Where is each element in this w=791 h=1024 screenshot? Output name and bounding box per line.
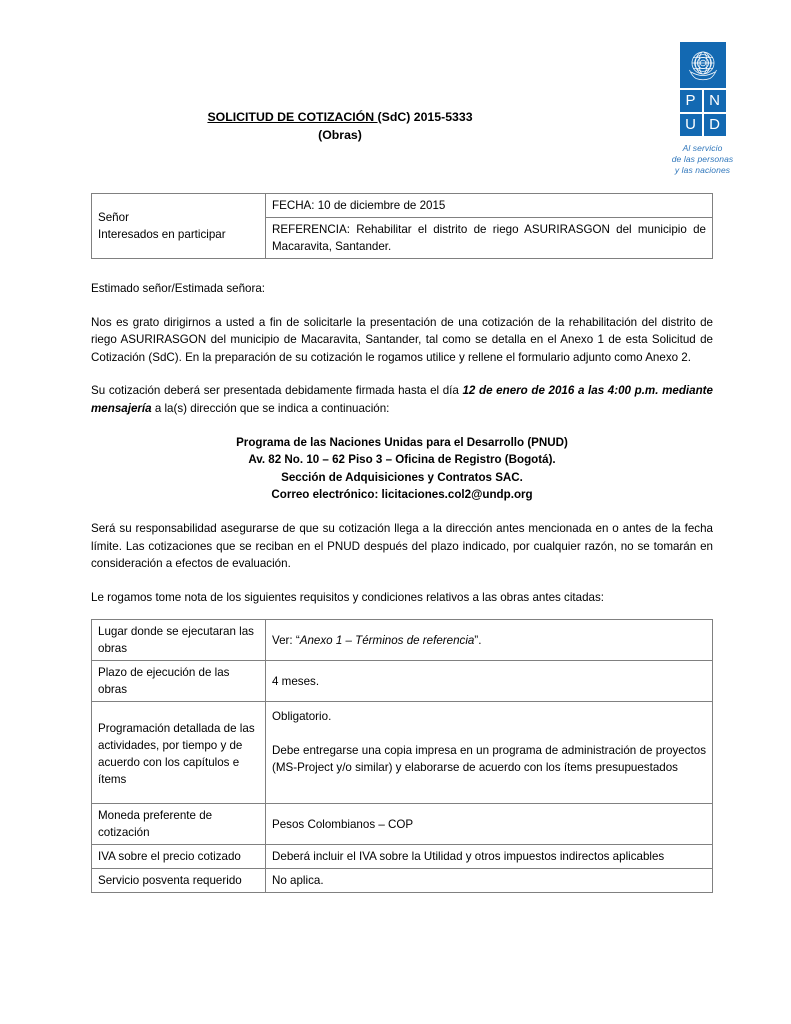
logo-tagline-line-2: de las personas bbox=[671, 154, 734, 164]
logo-tagline-line-1: Al servicio bbox=[682, 143, 723, 153]
requirement-label-vat: IVA sobre el precio cotizado bbox=[92, 845, 266, 869]
table-row bbox=[92, 620, 713, 661]
logo-letter-grid bbox=[680, 90, 726, 136]
paragraph-intro: Nos es grato dirigirnos a usted a fin de solicitarle la presentación de una cotización de la rehabilitación del distrito de riego ASURIRASGON del municipio de Macaravita, Santander, tal como se detalla en el Anexo 1 de esta Solicitud de Cotización (SdC). En la preparación de su cotización le rogamos utilice y rellene el formulario adjunto como Anexo 2. bbox=[91, 315, 713, 364]
requirement-value-aftersales: No aplica. bbox=[266, 869, 713, 893]
logo-letter-n: N bbox=[704, 90, 726, 112]
deadline-text-pre: Su cotización deberá ser presentada debidamente firmada hasta el día bbox=[91, 384, 463, 398]
salutation: Estimado señor/Estimada señora: bbox=[91, 282, 265, 295]
paragraph-requirements-intro: Le rogamos tome nota de los siguientes requisitos y condiciones relativos a las obras antes citadas: bbox=[91, 590, 604, 604]
address-line-3: Sección de Adquisiciones y Contratos SAC. bbox=[281, 470, 523, 484]
value-pre: Ver: “ bbox=[272, 633, 300, 647]
table-row bbox=[92, 804, 713, 845]
document-title-line-2: (Obras) bbox=[318, 128, 362, 142]
requirements-table bbox=[91, 619, 713, 893]
requirement-label-schedule: Programación detallada de las actividades, por tiempo y de acuerdo con los capítulos e ítems bbox=[92, 702, 266, 804]
paragraph-responsibility: Será su responsabilidad asegurarse de que su cotización llega a la dirección antes mencionada en o antes de la fecha límite. Las cotizaciones que se reciban en el PNUD después del plazo indicado, por cualquier razón, no se tomarán en consideración a efectos de evaluación. bbox=[91, 521, 713, 571]
document-title-line-1 bbox=[0, 108, 680, 126]
requirement-label-location: Lugar donde se ejecutaran las obras bbox=[92, 620, 266, 661]
requirement-label-aftersales: Servicio posventa requerido bbox=[92, 869, 266, 893]
requirement-value-currency: Pesos Colombianos – COP bbox=[266, 804, 713, 845]
document-title-number: (SdC) 2015-5333 bbox=[377, 110, 473, 124]
un-emblem-icon bbox=[680, 42, 726, 88]
logo-letter-p: P bbox=[680, 90, 702, 112]
logo-letter-d: D bbox=[704, 114, 726, 136]
recipient-cell bbox=[92, 194, 266, 259]
schedule-value-line-2: Debe entregarse una copia impresa en un programa de administración de proyectos (MS-Project y/o similar) y elaborarse de acuerdo con los ítems presupuestados bbox=[272, 744, 706, 775]
logo-letter-u: U bbox=[680, 114, 702, 136]
table-row bbox=[92, 661, 713, 702]
document-title bbox=[0, 108, 680, 144]
value-post: ”. bbox=[474, 633, 482, 647]
table-row bbox=[92, 869, 713, 893]
document-title-underlined: SOLICITUD DE COTIZACIÓN bbox=[207, 110, 378, 124]
requirement-value-vat: Deberá incluir el IVA sobre la Utilidad y otros impuestos indirectos aplicables bbox=[266, 845, 713, 869]
address-email-line[interactable]: Correo electrónico: licitaciones.col2@undp.org bbox=[271, 488, 533, 502]
table-row bbox=[92, 845, 713, 869]
logo-tagline-line-3: y las naciones bbox=[674, 165, 731, 175]
requirement-label-currency: Moneda preferente de cotización bbox=[92, 804, 266, 845]
logo-tagline bbox=[645, 143, 760, 176]
schedule-value-line-1: Obligatorio. bbox=[272, 710, 332, 724]
reference-cell: REFERENCIA: Rehabilitar el distrito de riego ASURIRASGON del municipio de Macaravita, Santander. bbox=[266, 218, 713, 259]
deadline-emphasis: 12 de enero de 2016 a las 4:00 p.m. mediante mensajería bbox=[91, 384, 713, 415]
deadline-text-post: a la(s) dirección que se indica a continuación: bbox=[151, 401, 390, 415]
logo-marks bbox=[680, 42, 726, 136]
recipient-line-1: Señor bbox=[98, 211, 129, 224]
date-cell: FECHA: 10 de diciembre de 2015 bbox=[266, 194, 713, 218]
address-block bbox=[91, 434, 713, 504]
requirement-value-location bbox=[266, 620, 713, 661]
value-annex-reference: Anexo 1 – Términos de referencia bbox=[299, 633, 475, 647]
requirement-label-term: Plazo de ejecución de las obras bbox=[92, 661, 266, 702]
paragraph-deadline bbox=[91, 382, 713, 417]
address-line-2: Av. 82 No. 10 – 62 Piso 3 – Oficina de Registro (Bogotá). bbox=[248, 453, 556, 467]
document-content bbox=[91, 193, 713, 893]
recipient-line-2: Interesados en participar bbox=[98, 228, 226, 241]
table-row bbox=[92, 194, 713, 218]
requirement-value-schedule bbox=[266, 702, 713, 804]
address-line-1: Programa de las Naciones Unidas para el Desarrollo (PNUD) bbox=[236, 435, 568, 449]
requirement-value-term: 4 meses. bbox=[266, 661, 713, 702]
header-table bbox=[91, 193, 713, 259]
table-row bbox=[92, 702, 713, 804]
